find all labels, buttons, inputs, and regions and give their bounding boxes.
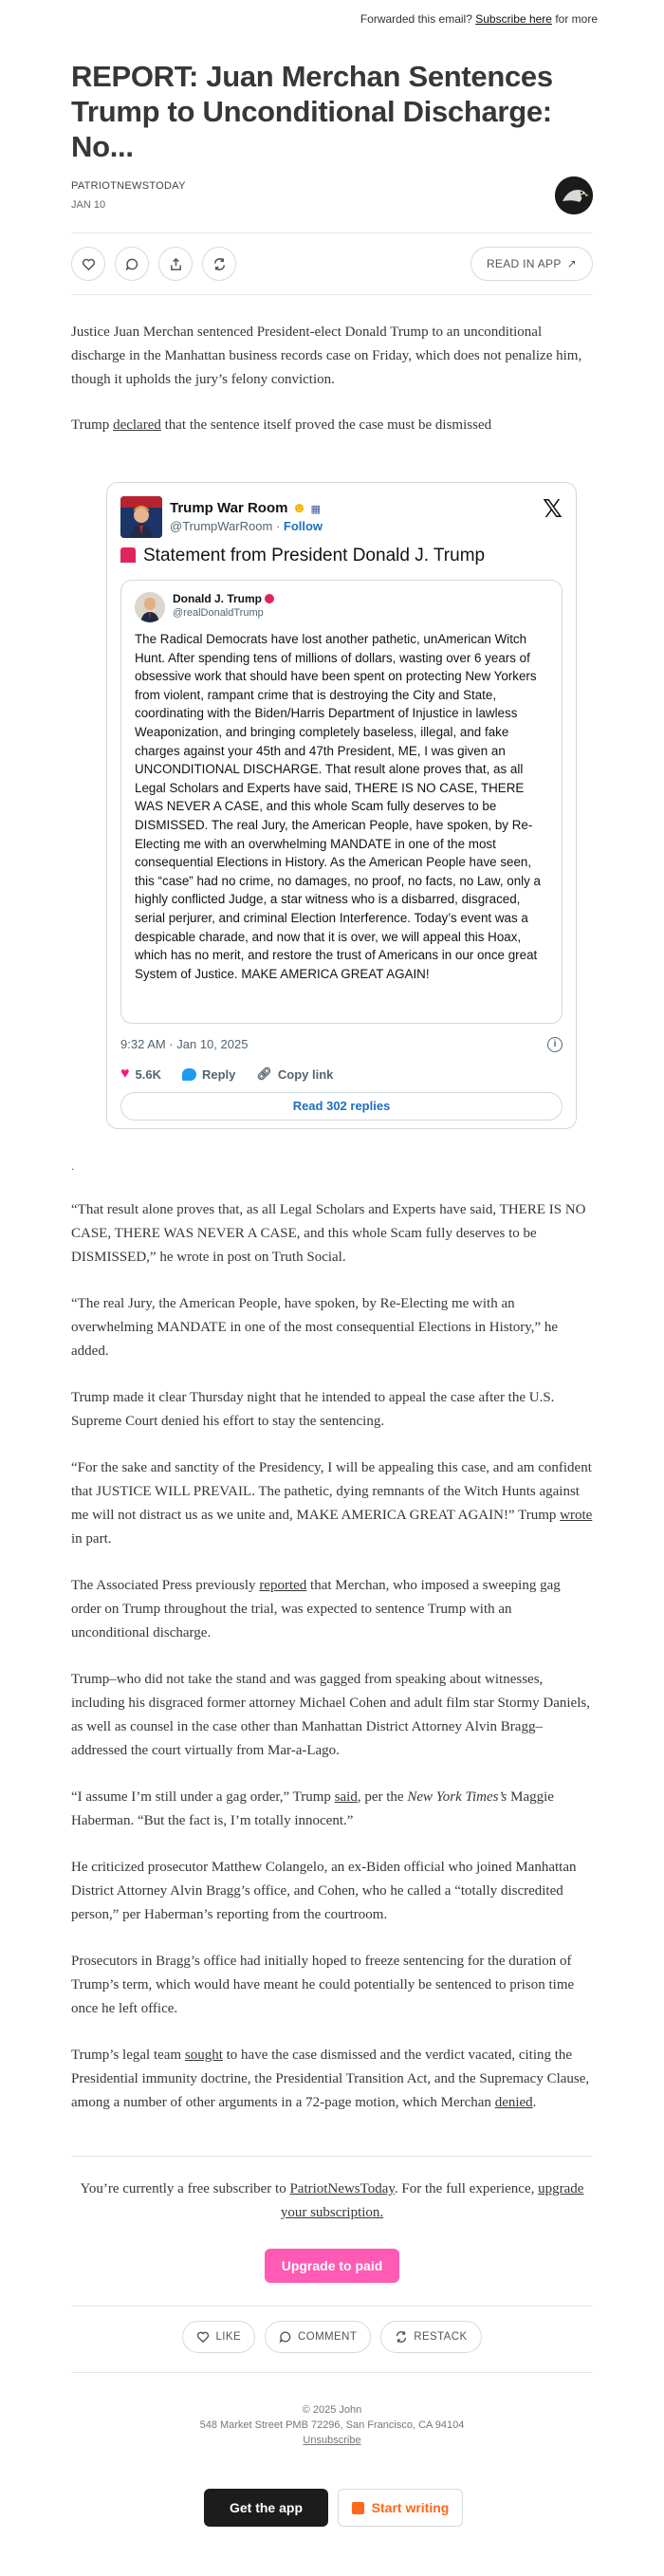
link-icon: 🔗︎ [256, 1066, 272, 1081]
divider [71, 294, 593, 295]
text-span: in part. [71, 1531, 112, 1547]
text-span: . For the full experience, [394, 2181, 539, 2196]
text-span: that the sentence itself proved the case must be dismissed [160, 417, 492, 433]
tweet-likes[interactable] [120, 1066, 161, 1083]
text-span: Trump’s legal team [71, 2048, 185, 2063]
heart-icon [82, 257, 96, 271]
paragraph-10: He criticized prosecutor Matthew Colangelo, an ex-Biden official who joined Manhattan District Attorney Alvin Bragg’s office, and Cohen, who he called a “totally discredited person,” per Haberman’s reporting from the courtroom. [71, 1860, 577, 1922]
post-date: JAN 10 [71, 199, 106, 211]
avatar-portrait-icon [135, 592, 165, 622]
comment-icon [125, 257, 139, 271]
tweet-reply[interactable] [182, 1067, 235, 1082]
tweet-copy-link[interactable] [256, 1066, 333, 1082]
tweet-stats [120, 1066, 333, 1083]
text-span: Maggie Haberman. “But the fact is, I’m totally innocent.” [71, 1789, 554, 1828]
quoted-author-handle: @realDonaldTrump [173, 607, 264, 619]
forwarded-text: Forwarded this email? [360, 12, 472, 26]
avatar-portrait-icon [120, 496, 162, 538]
email-footer [71, 2402, 593, 2448]
paragraph-11: Prosecutors in Bragg’s office had initially hoped to freeze sentencing for the duration of Trump’s term, which would have meant he could potentially be sentenced to prison time once he left office. [71, 1954, 575, 2016]
sought-link[interactable]: sought [184, 2048, 223, 2063]
divider [71, 2156, 593, 2157]
paragraph-5: Trump made it clear Thursday night that he intended to appeal the case after the U.S. Supreme Court denied his effort to stay the sentencing. [71, 1390, 555, 1429]
info-icon[interactable]: i [547, 1037, 563, 1052]
said-link[interactable]: said [334, 1789, 358, 1805]
restack-icon [395, 2330, 408, 2344]
quoted-author-name [173, 592, 274, 605]
text-span: The Associated Press previously [71, 1578, 260, 1593]
verified-badge-icon [265, 594, 274, 603]
eagle-icon [555, 176, 593, 214]
stray-period: . [71, 1159, 75, 1173]
post-title[interactable]: REPORT: Juan Merchan Sentences Trump to Unconditional Discharge: No... [71, 60, 553, 163]
copyright: © 2025 John [302, 2404, 362, 2416]
read-replies-button[interactable]: Read 302 replies [120, 1092, 563, 1121]
tweet-author-name[interactable] [170, 500, 321, 516]
paragraph-4: “The real Jury, the American People, have spoken, by Re-Electing me with an overwhelming MANDATE in one of the most consequential Elections in History,” he added. [71, 1296, 559, 1359]
divider [71, 2372, 593, 2373]
text-span: , per the [357, 1789, 408, 1805]
text-span: “I assume I’m still under a gag order,” Trump [71, 1789, 335, 1805]
follow-link[interactable]: Follow [283, 519, 323, 533]
like-label: LIKE [215, 2331, 242, 2343]
likes-count: 5.6K [135, 1066, 161, 1082]
restack-icon [212, 257, 227, 271]
smile-emoji-icon: ☻ [291, 500, 307, 516]
upgrade-to-paid-button[interactable]: Upgrade to paid [265, 2249, 399, 2283]
publication-avatar[interactable] [555, 176, 593, 214]
embedded-tweet[interactable] [106, 482, 577, 1129]
text-span: to have the case dismissed and the verdict vacated, citing the Presidential immunity doctrine, the Presidential Transition Act, and the Supremacy Clause, among a number of other arguments in a 72-page motion, which Merchan [71, 2048, 590, 2110]
forwarded-suffix: for more [555, 12, 598, 26]
reported-link[interactable]: reported [259, 1578, 307, 1593]
text-span: Trump [71, 417, 114, 433]
bottom-actions-bar [71, 2321, 593, 2355]
paragraph-8: Trump–who did not take the stand and was gagged from speaking about witnesses, including his disgraced former attorney Michael Cohen and adult film star Stormy Daniels, as well as counsel in the case other than Manhattan District Attorney Alvin Bragg–addressed the court virtually from Mar-a-Lago. [71, 1672, 590, 1758]
comment-pill-button[interactable] [265, 2321, 371, 2353]
text-span: You’re currently a free subscriber to [80, 2181, 290, 2196]
siren-icon [120, 547, 136, 563]
heart-icon: ♥ [120, 1066, 130, 1082]
postal-address: 548 Market Street PMB 72296, San Francisco, CA 94104 [199, 2419, 465, 2431]
copy-link-label: Copy link [277, 1066, 334, 1082]
nyt-italic: New York Times’s [407, 1789, 507, 1805]
flag-emoji-icon: ▦ [310, 504, 321, 515]
post-actions-bar [71, 245, 593, 283]
declared-link[interactable]: declared [113, 417, 161, 433]
substack-logo-icon [352, 2502, 364, 2514]
heart-icon [196, 2330, 210, 2344]
read-in-app-button[interactable] [470, 247, 593, 281]
paragraph-9 [71, 1786, 593, 1833]
quoted-avatar [135, 592, 165, 622]
tweet-text-content: Statement from President Donald J. Trump [143, 546, 486, 565]
start-writing-label: Start writing [371, 2500, 450, 2515]
text-span: that Merchan, who imposed a sweeping gag order on Trump throughout the trial, was expected to sentence Trump with an unconditional discharge. [71, 1578, 561, 1640]
paragraph-6 [71, 1456, 593, 1551]
tweet-avatar[interactable] [120, 496, 162, 538]
comment-icon [279, 2330, 292, 2344]
tweet-text [120, 546, 485, 566]
quoted-author-name-text: Donald J. Trump [173, 592, 263, 605]
restack-label: RESTACK [414, 2331, 468, 2343]
subscribe-link[interactable]: Subscribe here [475, 12, 552, 26]
quoted-post-body: The Radical Democrats have lost another pathetic, unAmerican Witch Hunt. After spending tens of millions of dollars, wasting over 6 years of obsessive work that should have been spent on protecting New Yorkers from violent, rampant crime that is destroying the City and State, coordinating with the Biden/Harris Department of Injustice in lawless Weaponization, and bringing completely baseless, illegal, and fake charges against your 45th and 47th President, ME, I was given an UNCONDITIONAL DISCHARGE. That result alone proves that, as all Legal Scholars and Experts have said, THERE IS NO CASE, THERE WAS NEVER A CASE, and this whole Scam fully deserves to be DISMISSED. The real Jury, the American People, have spoken, by Re-Electing me with an overwhelming MANDATE in one of the most consequential Elections in History. As the American People have seen, this “case” had no crime, no damages, no proof, no facts, no Law, only a highly conflicted Judge, a star witness who is a disbarred, disgraced, serial perjurer, and criminal Election Interference. Today’s event was a despicable charade, and now that it is over, we will appeal this Hoax, which has no merit, and restore the trust of Americans in our once great System of Justice. MAKE AMERICA GREAT AGAIN! [135, 632, 541, 981]
start-writing-button[interactable] [338, 2489, 463, 2527]
tweet-author-name-text: Trump War Room [170, 500, 288, 516]
divider [71, 232, 593, 233]
divider [71, 2306, 593, 2307]
quoted-post[interactable] [120, 580, 563, 1024]
tweet-author-handle: @TrumpWarRoom · Follow [170, 519, 323, 533]
arrow-up-right-icon: ↗ [566, 257, 577, 270]
comment-label: COMMENT [298, 2331, 358, 2343]
publication-link[interactable]: PatriotNewsToday [289, 2181, 395, 2196]
comment-button[interactable] [115, 247, 149, 281]
restack-button[interactable] [202, 247, 236, 281]
paragraph-3: “That result alone proves that, as all Legal Scholars and Experts have said, THERE IS NO CASE, THERE WAS NEVER A CASE, and this whole Scam fully deserves to be DISMISSED,” he wrote in post on Truth Social. [71, 1202, 586, 1265]
restack-pill-button[interactable] [380, 2321, 481, 2353]
tweet-timestamp[interactable]: 9:32 AM · Jan 10, 2025 [120, 1037, 249, 1051]
paragraph-7 [71, 1574, 593, 1645]
upgrade-subscription-link[interactable]: upgrade your subscription. [280, 2181, 584, 2220]
reply-label: Reply [201, 1066, 236, 1082]
reply-bubble-icon [182, 1068, 196, 1081]
unsubscribe-link[interactable]: Unsubscribe [303, 2435, 361, 2446]
paragraph-2 [71, 414, 593, 437]
paragraph-1: Justice Juan Merchan sentenced President-elect Donald Trump to an unconditional discharge in the Manhattan business records case on Friday, which does not penalize him, though it upholds the jury’s felony conviction. [71, 324, 582, 387]
read-in-app-label: READ IN APP [486, 257, 562, 270]
get-the-app-button[interactable]: Get the app [204, 2489, 328, 2527]
text-span: . [532, 2095, 537, 2110]
like-button[interactable] [71, 247, 105, 281]
denied-link[interactable]: denied [494, 2095, 533, 2110]
tweet-handle-text: @TrumpWarRoom [170, 519, 273, 533]
share-button[interactable] [158, 247, 193, 281]
x-logo-icon[interactable]: 𝕏 [543, 494, 563, 523]
paragraph-12 [71, 2044, 593, 2115]
publication-name[interactable]: PATRIOTNEWSTODAY [71, 180, 186, 192]
forwarded-banner [360, 12, 598, 26]
share-icon [169, 257, 183, 271]
subscriber-note [71, 2178, 593, 2225]
wrote-link[interactable]: wrote [560, 1508, 593, 1523]
text-span: “For the sake and sanctity of the Presidency, I will be appealing this case, and am confident that JUSTICE WILL PREVAIL. The pathetic, dying remnants of the Witch Hunts against me will not distract us as we unite and, MAKE AMERICA GREAT AGAIN!” Trump [71, 1460, 592, 1523]
like-pill-button[interactable] [182, 2321, 255, 2353]
